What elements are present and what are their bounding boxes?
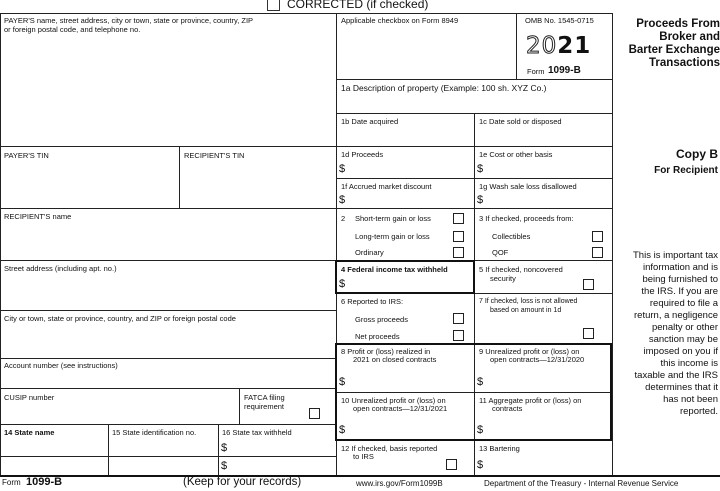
notice-line: reported. bbox=[679, 406, 718, 417]
form-name: 1099-B bbox=[548, 65, 581, 76]
box-9-label: 9 Unrealized profit or (loss) on bbox=[479, 347, 580, 356]
box-7-label-2: based on amount in 1d bbox=[490, 307, 562, 314]
box-1g-dollar: $ bbox=[477, 194, 484, 206]
notice-line: This is important tax bbox=[633, 250, 718, 261]
box-4-label: 4 Federal income tax withheld bbox=[341, 265, 448, 274]
box-5-label: 5 If checked, noncovered bbox=[479, 265, 563, 274]
basis-reported-checkbox[interactable] bbox=[446, 459, 457, 470]
box-6-net-label: Net proceeds bbox=[355, 332, 400, 341]
recipient-name-label: RECIPIENT'S name bbox=[4, 212, 72, 221]
box-8-label: 8 Profit or (loss) realized in bbox=[341, 347, 431, 356]
box-9-label-2: open contracts—12/31/2020 bbox=[490, 355, 585, 364]
notice-line: return, a negligence bbox=[634, 310, 718, 321]
city-label: City or town, state or province, country, and ZIP or foreign postal code bbox=[4, 314, 236, 323]
tax-year-outline: 20 bbox=[526, 33, 558, 59]
box-1f-label: 1f Accrued market discount bbox=[341, 182, 432, 191]
box-10-dollar: $ bbox=[339, 424, 346, 436]
street-address-label: Street address (including apt. no.) bbox=[4, 264, 117, 273]
for-recipient-label: For Recipient bbox=[654, 165, 718, 176]
box-3-label: 3 If checked, proceeds from: bbox=[479, 214, 574, 223]
footer-form-name: 1099-B bbox=[26, 476, 63, 488]
fatca-checkbox[interactable] bbox=[309, 408, 320, 419]
notice-line: required to file a bbox=[649, 298, 718, 309]
footer-url: www.irs.gov/Form1099B bbox=[356, 479, 443, 488]
fatca-label-2: requirement bbox=[244, 402, 285, 411]
footer-department: Department of the Treasury - Internal Revenue Service bbox=[484, 479, 679, 488]
notice-line: this income is bbox=[660, 358, 718, 369]
box-10-label-2: open contracts—12/31/2021 bbox=[353, 404, 448, 413]
box-6-label: 6 Reported to IRS: bbox=[341, 297, 404, 306]
omb-number: OMB No. 1545-0715 bbox=[525, 16, 594, 25]
box-1a-label: 1a Description of property (Example: 100 sh. XYZ Co.) bbox=[341, 83, 547, 93]
payer-tin-label: PAYER'S TIN bbox=[4, 151, 49, 160]
box-5-label-2: security bbox=[490, 274, 516, 283]
long-term-checkbox[interactable] bbox=[453, 231, 464, 242]
copy-b-label: Copy B bbox=[676, 147, 718, 161]
notice-line: taxable and the IRS bbox=[634, 370, 718, 381]
title-line-4: Transactions bbox=[649, 57, 720, 69]
loss-not-allowed-checkbox[interactable] bbox=[583, 328, 594, 339]
tax-year bbox=[526, 33, 591, 59]
notice-line: the IRS. If you are bbox=[641, 286, 718, 297]
important-notice bbox=[612, 250, 718, 418]
payer-name-label: PAYER'S name, street address, city or town, state or province, country, ZIP bbox=[4, 16, 254, 25]
box-2-short-label: Short-term gain or loss bbox=[355, 214, 431, 223]
form-8949-checkbox-label: Applicable checkbox on Form 8949 bbox=[341, 16, 459, 25]
box-16-dollar-1: $ bbox=[221, 442, 228, 454]
corrected-checkbox[interactable] bbox=[267, 0, 280, 11]
box-14-label: 14 State name bbox=[4, 428, 55, 437]
box-8-dollar: $ bbox=[339, 376, 346, 388]
box-11-dollar: $ bbox=[477, 424, 484, 436]
box-6-gross-label: Gross proceeds bbox=[355, 315, 408, 324]
notice-line: being furnished to bbox=[642, 274, 718, 285]
noncovered-checkbox[interactable] bbox=[583, 279, 594, 290]
box-2-ordinary-label: Ordinary bbox=[355, 248, 384, 257]
form-prefix: Form bbox=[527, 67, 545, 76]
fatca-label: FATCA filing bbox=[244, 393, 285, 402]
box-3-qof-label: QOF bbox=[492, 248, 509, 257]
title-line-3: Barter Exchange bbox=[628, 44, 720, 56]
box-7-label: 7 If checked, loss is not allowed bbox=[479, 298, 578, 305]
box-4-dollar: $ bbox=[339, 278, 346, 290]
notice-line: sanction may be bbox=[648, 334, 718, 345]
ordinary-checkbox[interactable] bbox=[453, 247, 464, 258]
box-8-label-2: 2021 on closed contracts bbox=[353, 355, 437, 364]
title-line-1: Proceeds From bbox=[636, 18, 720, 30]
payer-name-label-2: or foreign postal code, and telephone no. bbox=[4, 25, 141, 34]
footer-keep-records: (Keep for your records) bbox=[183, 476, 302, 488]
short-term-checkbox[interactable] bbox=[453, 213, 464, 224]
box-1f-dollar: $ bbox=[339, 194, 346, 206]
box-9-dollar: $ bbox=[477, 376, 484, 388]
box-11-label-2: contracts bbox=[492, 404, 523, 413]
box-1e-dollar: $ bbox=[477, 163, 484, 175]
corrected-label: CORRECTED (if checked) bbox=[287, 0, 429, 11]
qof-checkbox[interactable] bbox=[592, 247, 603, 258]
box-13-label: 13 Bartering bbox=[479, 444, 520, 453]
box-1b-label: 1b Date acquired bbox=[341, 117, 399, 126]
box-16-label: 16 State tax withheld bbox=[222, 428, 292, 437]
box-13-dollar: $ bbox=[477, 459, 484, 471]
gross-proceeds-checkbox[interactable] bbox=[453, 313, 464, 324]
account-number-label: Account number (see instructions) bbox=[4, 361, 118, 370]
cusip-label: CUSIP number bbox=[4, 393, 55, 402]
box-2-number: 2 bbox=[341, 214, 346, 223]
box-10-label: 10 Unrealized profit or (loss) on bbox=[341, 396, 446, 405]
net-proceeds-checkbox[interactable] bbox=[453, 330, 464, 341]
box-11-label: 11 Aggregate profit or (loss) on bbox=[479, 396, 582, 405]
notice-line: information and is bbox=[643, 262, 718, 273]
box-1g-label: 1g Wash sale loss disallowed bbox=[479, 182, 577, 191]
box-1d-dollar: $ bbox=[339, 163, 346, 175]
box-12-label: 12 If checked, basis reported bbox=[341, 444, 438, 453]
notice-line: penalty or other bbox=[651, 322, 718, 333]
box-3-collectibles-label: Collectibles bbox=[492, 232, 531, 241]
notice-line: has not been bbox=[663, 394, 718, 405]
form-title bbox=[612, 18, 720, 70]
box-16-dollar-2: $ bbox=[221, 460, 228, 472]
box-15-label: 15 State identification no. bbox=[112, 428, 197, 437]
recipient-tin-label: RECIPIENT'S TIN bbox=[184, 151, 245, 160]
tax-year-bold: 21 bbox=[557, 33, 592, 59]
notice-line: determines that it bbox=[645, 382, 718, 393]
notice-line: imposed on you if bbox=[643, 346, 718, 357]
box-1e-label: 1e Cost or other basis bbox=[479, 150, 553, 159]
box-2-long-label: Long-term gain or loss bbox=[355, 232, 430, 241]
box-1c-label: 1c Date sold or disposed bbox=[479, 117, 562, 126]
footer-form-prefix: Form bbox=[2, 478, 21, 487]
box-12-label-2: to IRS bbox=[353, 452, 374, 461]
box-1d-label: 1d Proceeds bbox=[341, 150, 384, 159]
collectibles-checkbox[interactable] bbox=[592, 231, 603, 242]
title-line-2: Broker and bbox=[659, 31, 720, 43]
